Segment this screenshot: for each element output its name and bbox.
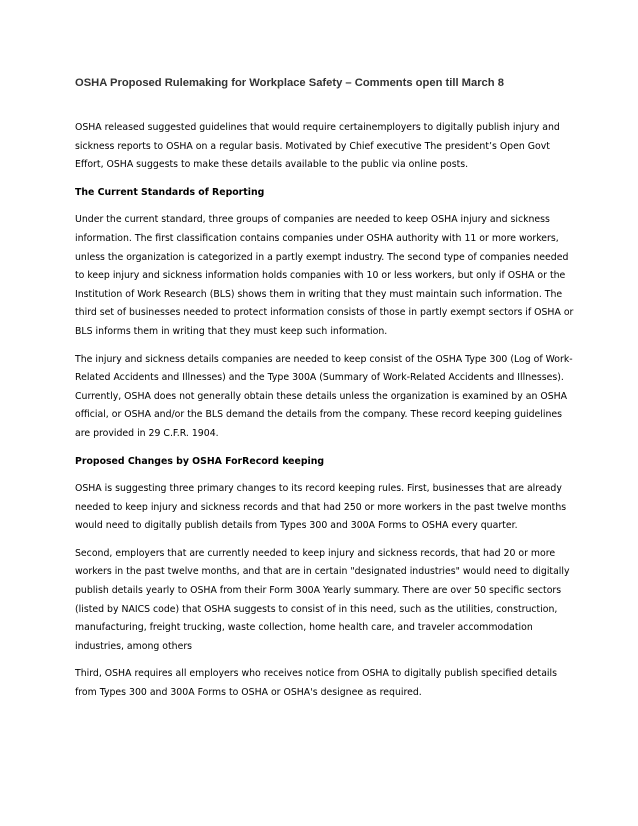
proposed-changes-paragraph-3: Third, OSHA requires all employers who receives notice from OSHA to digitally publish specified details from Types 300 and 300A Forms to OSHA or OSHA's designee as required. — [75, 668, 557, 699]
current-standards-paragraph-2: The injury and sickness details companies are needed to keep consist of the OSHA Type 300 (Log of Work-Related Accidents and Illnesses) and the Type 300A (Summary of Work-Related Accidents and Illnesses). Currently, OSHA does not generally obtain these details unless the organization is examined by an OSHA official, or OSHA and/or the BLS demand the details from the company. These record keeping guidelines are provided in 29 C.F.R. 1904. — [75, 353, 573, 439]
document-title: OSHA Proposed Rulemaking for Workplace Safety – Comments open till March 8 — [75, 77, 504, 89]
section-heading-proposed-changes: Proposed Changes by OSHA ForRecord keeping — [75, 455, 325, 467]
current-standards-paragraph-1: Under the current standard, three groups of companies are needed to keep OSHA injury and sickness information. The first classification contains companies under OSHA authority with 11 or more workers, unless the organization is categorized in a partly exempt industry. The second type of companies needed to keep injury and sickness information holds companies with 10 or less workers, but only if OSHA or the Institution of Work Research (BLS) shows them in writing that they must maintain such information. The third set of businesses needed to protect information consists of those in partly exempt sectors if OSHA or BLS informs them in writing that they must keep such information. — [75, 214, 574, 337]
proposed-changes-paragraph-2: Second, employers that are currently needed to keep injury and sickness records, that had 20 or more workers in the past twelve months, and that are in certain "designated industries" would need to digitally publish details yearly to OSHA from their Form 300A Yearly summary. There are over 50 specific sectors (listed by NAICS code) that OSHA suggests to consist of in this need, such as the utilities, construction, manufacturing, freight trucking, waste collection, home health care, and traveler accommodation industries, among others — [75, 547, 570, 652]
document-body — [75, 119, 575, 712]
intro-paragraph: OSHA released suggested guidelines that would require certainemployers to digitally publish injury and sickness reports to OSHA on a regular basis. Motivated by Chief executive The president’s Open Govt Effort, OSHA suggests to make these details available to the public via online posts. — [75, 122, 560, 171]
section-heading-current-standards: The Current Standards of Reporting — [75, 186, 265, 198]
proposed-changes-paragraph-1: OSHA is suggesting three primary changes to its record keeping rules. First, businesses that are already needed to keep injury and sickness records and that had 250 or more workers in the past twelve months would need to digitally publish details from Types 300 and 300A Forms to OSHA every quarter. — [75, 483, 567, 532]
